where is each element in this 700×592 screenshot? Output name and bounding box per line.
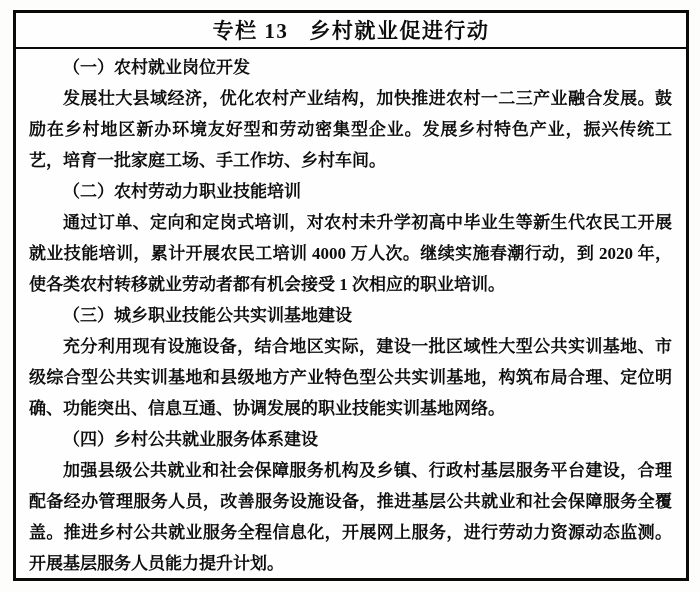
section-3-body: 充分利用现有设施设备，结合地区实际，建设一批区域性大型公共实训基地、市级综合型公共实训基地和县级地方产业特色型公共实训基地，构筑布局合理、定位明确、功能突出、信息互通、协调发展的职业技能实训基地网络。 [29, 337, 672, 418]
section-2-body: 通过订单、定向和定岗式培训，对农村未升学初高中毕业生等新生代农民工开展就业技能培训，累计开展农民工培训 4000 万人次。继续实施春潮行动，到 2020 年，使各类农村转移就业劳动者都有机会接受 1 次相应的职业培训。 [29, 213, 672, 294]
panel-title-text: 乡村就业促进行动 [309, 19, 490, 43]
section-1-body: 发展壮大县域经济，优化农村产业结构，加快推进农村一二三产业融合发展。鼓励在乡村地区新办环境友好型和劳动密集型企业。发展乡村特色产业，振兴传统工艺，培育一批家庭工场、手工作坊、乡村车间。 [29, 89, 672, 170]
callout-box [13, 10, 689, 581]
section-3-heading: （三）城乡职业技能公共实训基地建设 [63, 306, 352, 325]
section-4-body: 加强县级公共就业和社会保障服务机构及乡镇、行政村基层服务平台建设，合理配备经办管理服务人员，改善服务设施设备，推进基层公共就业和社会保障服务全覆盖。推进乡村公共就业服务全程信息化，开展网上服务，进行劳动力资源动态监测。开展基层服务人员能力提升计划。 [29, 461, 672, 573]
section-4-heading: （四）乡村公共就业服务体系建设 [63, 430, 318, 449]
panel-title-prefix: 专栏 13 [212, 19, 289, 43]
section-1-heading: （一）农村就业岗位开发 [63, 58, 250, 77]
section-2-heading: （二）农村劳动力职业技能培训 [63, 182, 301, 201]
panel-title-row [16, 13, 686, 49]
panel-body [16, 49, 686, 579]
